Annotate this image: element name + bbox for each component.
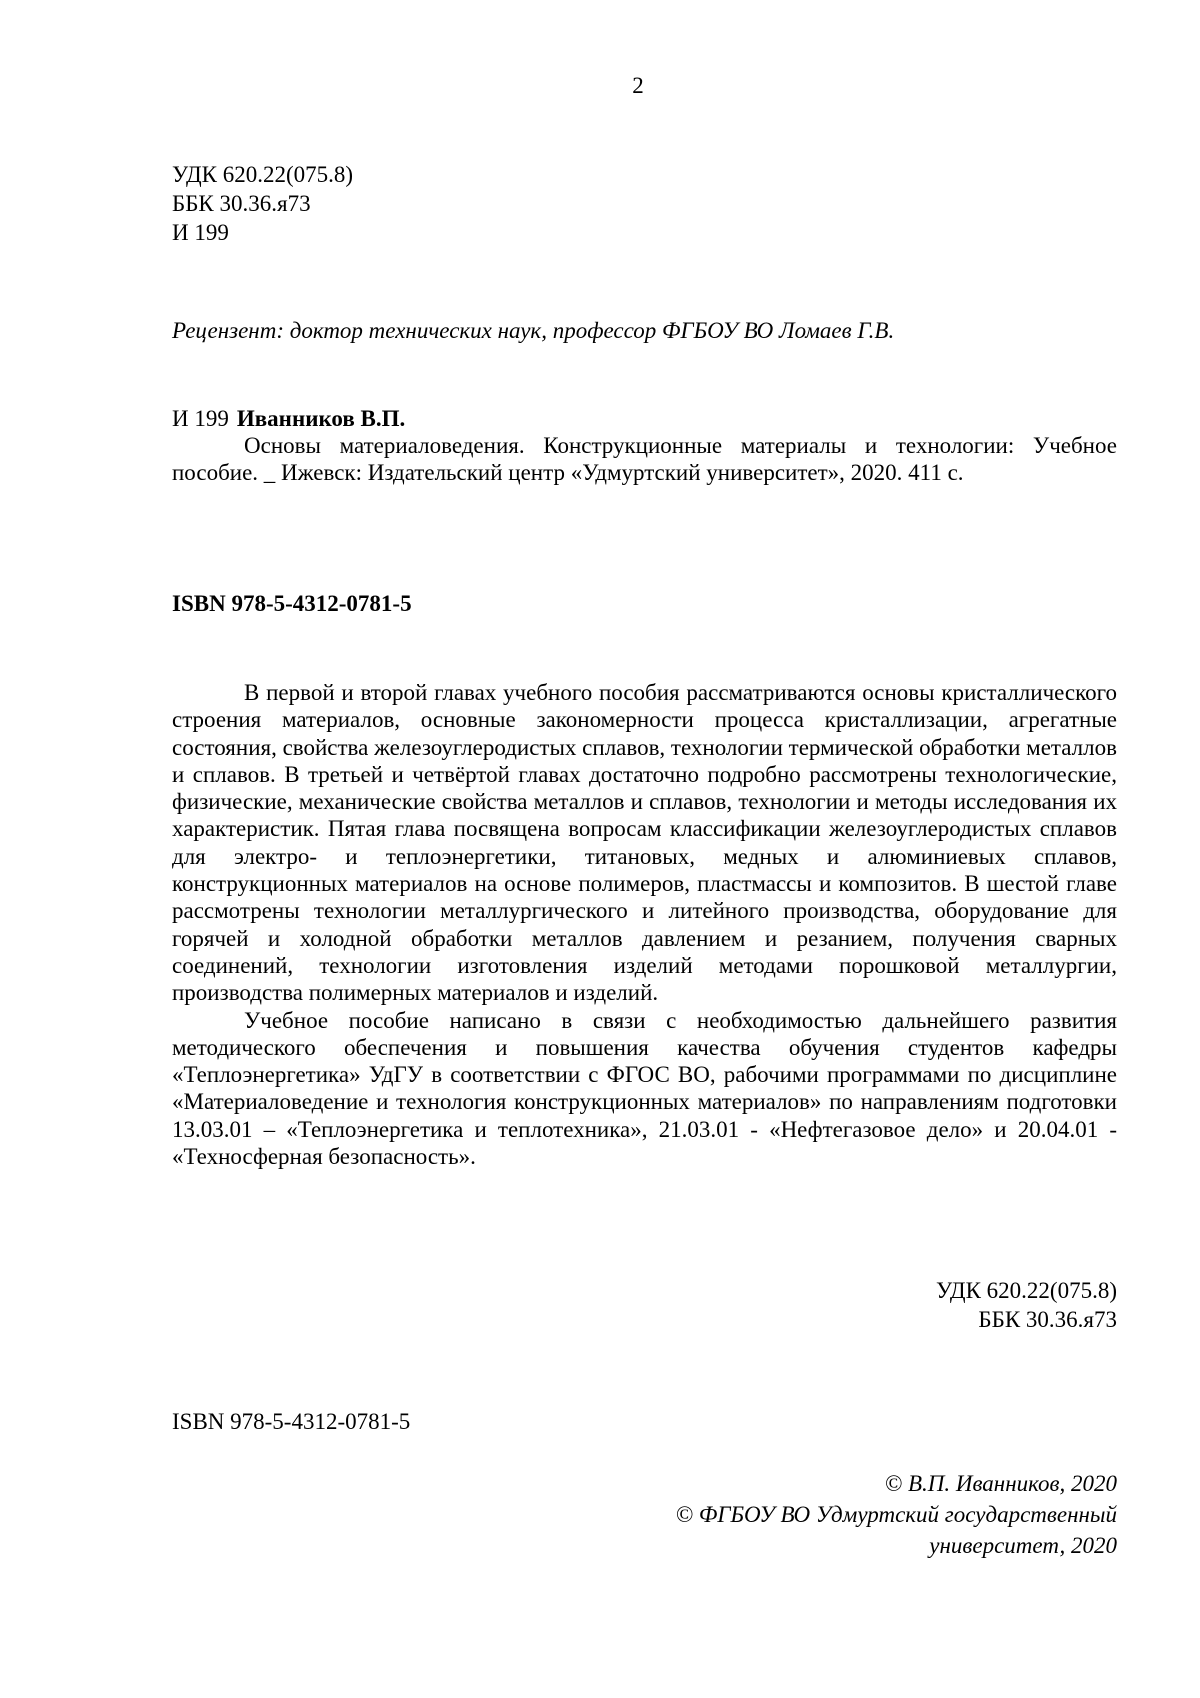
classifiers-bottom: [172, 1276, 1117, 1334]
reviewer-line: Рецензент: доктор технических наук, профессор ФГБОУ ВО Ломаев Г.В.: [172, 318, 895, 343]
bbk-code-bottom: ББК 30.36.я73: [978, 1307, 1117, 1332]
isbn-plain: ISBN 978-5-4312-0781-5: [172, 1409, 411, 1434]
biblio-author: Иванников В.П.: [236, 406, 406, 431]
abstract-paragraph-1: В первой и второй главах учебного пособия рассматриваются основы кристаллического строения материалов, основные закономерности процесса кристаллизации, агрегатные состояния, свойства железоуглеродистых сплавов, технологии термической обработки металлов и сплавов. В третьей и четвёртой главах достаточно подробно рассмотрены технологические, физические, механические свойства металлов и сплавов, технологии и методы исследования их характеристик. Пятая глава посвящена вопросам классификации железоуглеродистых сплавов для электро- и теплоэнергетики, титановых, медных и алюминиевых сплавов, конструкционных материалов на основе полимеров, пластмассы и композитов. В шестой главе рассмотрены технологии металлургического и литейного производства, оборудование для горячей и холодной обработки металлов давлением и резанием, получения сварных соединений, технологии изготовления изделий методами порошковой металлургии, производства полимерных материалов и изделий.: [172, 680, 1117, 1006]
copyright-author: © В.П. Иванников, 2020: [884, 1471, 1117, 1496]
udk-code: УДК 620.22(075.8): [172, 162, 354, 187]
copyright-university: © ФГБОУ ВО Удмуртский государственный: [675, 1502, 1117, 1527]
biblio-head: [172, 405, 1117, 432]
abstract-paragraph-2: Учебное пособие написано в связи с необходимостью дальнейшего развития методического обеспечения и повышения качества обучения студентов кафедры «Теплоэнергетика» УдГУ в соответствии с ФГОС ВО, рабочими программами по дисциплине «Материаловедение и технология конструкционных материалов» по направлениям подготовки 13.03.01 – «Теплоэнергетика и теплотехника», 21.03.01 - «Нефтегазовое дело» и 20.04.01 - «Техносферная безопасность».: [172, 1007, 1117, 1170]
isbn-bold: ISBN 978-5-4312-0781-5: [172, 591, 412, 616]
author-index: И 199: [172, 220, 229, 245]
bbk-code: ББК 30.36.я73: [172, 191, 311, 216]
abstract: [172, 679, 1117, 1170]
biblio-index: И 199: [172, 406, 229, 431]
udk-code-bottom: УДК 620.22(075.8): [935, 1278, 1117, 1303]
classifiers-top: [172, 160, 1117, 247]
page-number: 2: [632, 73, 644, 98]
copyright-block: [172, 1468, 1117, 1561]
biblio-description: Основы материаловедения. Конструкционные материалы и технологии: Учебное пособие. _ Ижевск: Издательский центр «Удмуртский университет», 2020. 411 с.: [172, 433, 1117, 485]
bibliographic-record: [172, 405, 1117, 486]
copyright-university-year: университет, 2020: [929, 1533, 1117, 1558]
